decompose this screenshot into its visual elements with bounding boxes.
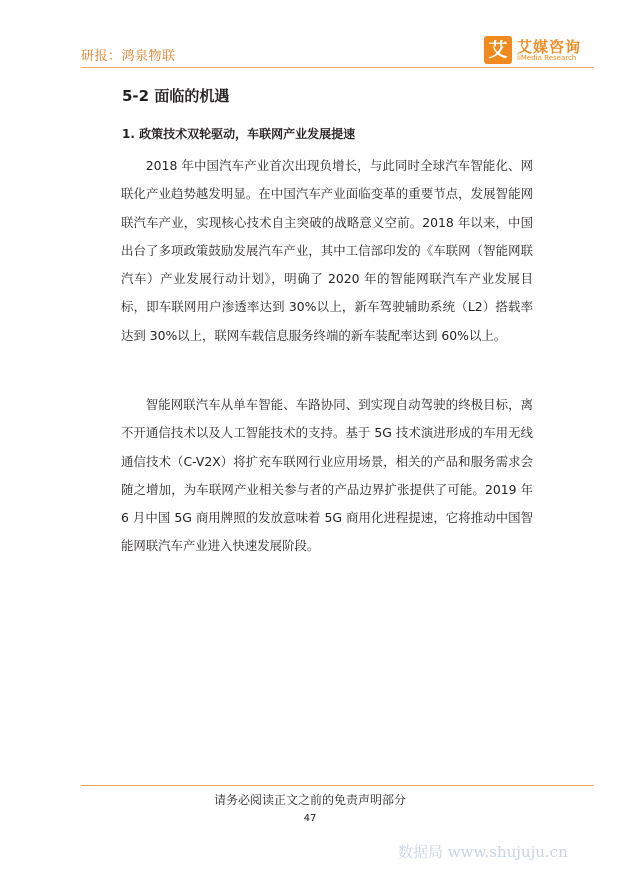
disclaimer-notice: 请务必阅读正文之前的免责声明部分 — [213, 793, 406, 807]
page-number: 47 — [303, 813, 317, 824]
iimedia-logo — [484, 36, 594, 66]
sub-heading: 1. 政策技术双轮驱动，车联网产业发展提速 — [122, 127, 356, 141]
logo-english-name: iiMedia Research — [517, 54, 577, 62]
body-paragraph: 2018 年中国汽车产业首次出现负增长，与此同时全球汽车智能化、网联化产业趋势越发明显。在中国汽车产业面临变革的重要节点，发展智能网联汽车产业，实现核心技术自主突破的战略意义空前。2018 年以来，中国出台了多项政策鼓励发展汽车产业，其中工信部印发的《车联网（智能网联汽车）产业发展行动计划》，明确了 2020 年的智能网联汽车产业发展目标，即车联网用户渗透率达到 30%以上，新车驾驶辅助系统（L2）搭载率达到 30%以上，联网车载信息服务终端的新车装配率达到 60%以上。 — [121, 158, 533, 343]
logo-mark-icon: 艾 — [484, 36, 512, 64]
section-title: 5-2 面临的机遇 — [122, 87, 230, 105]
watermark: 数据局 www.shujuju.cn — [398, 843, 568, 861]
body-paragraph: 智能网联汽车从单车智能、车路协同、到实现自动驾驶的终极目标，离不开通信技术以及人工智能技术的支持。基于 5G 技术演进形成的车用无线通信技术（C-V2X）将扩充车联网行业应用场景，相关的产品和服务需求会随之增加，为车联网产业相关参与者的产品边界扩张提供了可能。2019 年 6 月中国 5G 商用牌照的发放意味着 5G 商用化进程提速，它将推动中国智能网联汽车产业进入快速发展阶段。 — [121, 397, 533, 554]
header-divider — [81, 67, 594, 68]
logo-chinese-name: 艾媒咨询 — [517, 38, 582, 56]
footer-divider — [81, 785, 594, 786]
report-header-title: 研报：鸿泉物联 — [81, 49, 176, 64]
